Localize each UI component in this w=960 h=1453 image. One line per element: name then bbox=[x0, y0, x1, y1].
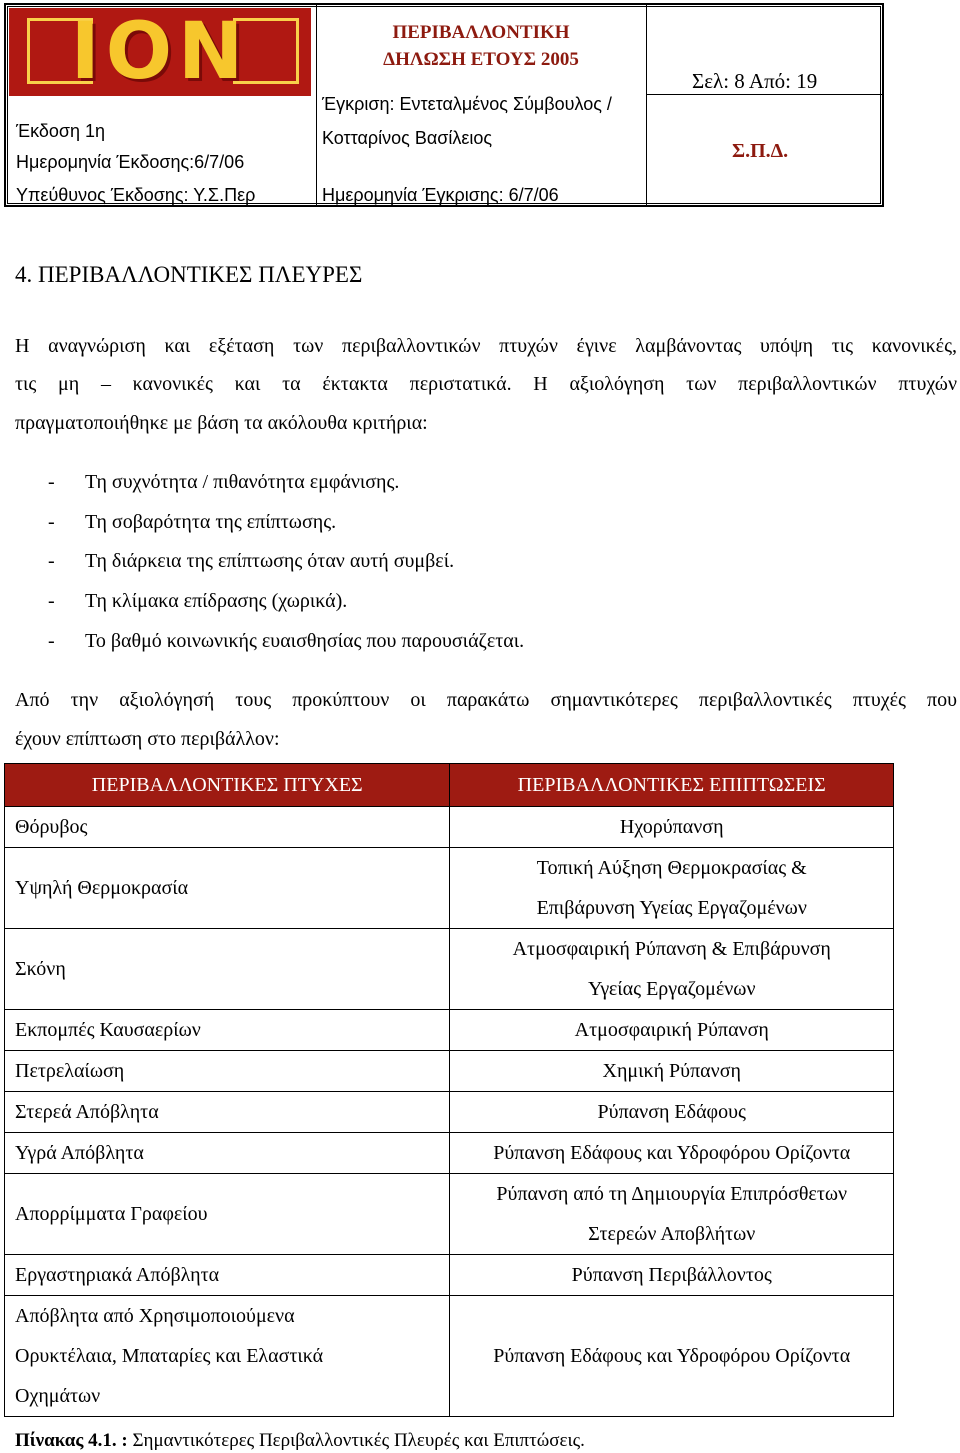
aspect-cell bbox=[5, 929, 450, 1010]
doc-title bbox=[318, 19, 644, 73]
table-row bbox=[5, 1051, 894, 1092]
list-bullet: - bbox=[48, 511, 55, 533]
list-item-text: Το βαθμό κοινωνικής ευαισθησίας που παρουσιάζεται. bbox=[85, 630, 525, 652]
impact-text: Ρύπανση Εδάφους bbox=[597, 1101, 746, 1123]
list-item-text: Τη συχνότητα / πιθανότητα εμφάνισης. bbox=[85, 471, 400, 493]
impact-cell bbox=[450, 1051, 894, 1092]
header-divider bbox=[646, 5, 647, 205]
intro-line-3: πραγματοποιήθηκε με βάση τα ακόλουθα κριτήρια: bbox=[15, 412, 428, 434]
aspects-impacts-table bbox=[4, 763, 894, 1417]
impact-text: Ρύπανση Περιβάλλοντος bbox=[571, 1264, 772, 1286]
issuer: Υπεύθυνος Έκδοσης: Υ.Σ.Περ bbox=[16, 185, 256, 205]
impact-text: Χημική Ρύπανση bbox=[602, 1060, 741, 1082]
list-item-text: Τη διάρκεια της επίπτωσης όταν αυτή συμβεί. bbox=[85, 550, 455, 572]
aspect-text: Σκόνη bbox=[15, 958, 66, 980]
aspect-text: Στερεά Απόβλητα bbox=[15, 1101, 159, 1123]
company-logo bbox=[9, 8, 311, 96]
caption-label: Πίνακας 4.1. : bbox=[15, 1430, 128, 1451]
impact-text: Τοπική Αύξηση Θερμοκρασίας & bbox=[536, 857, 807, 879]
impact-text: Επιβάρυνση Υγείας Εργαζομένων bbox=[536, 897, 807, 919]
aspect-cell bbox=[5, 1174, 450, 1255]
aspect-cell bbox=[5, 807, 450, 848]
impact-text: Στερεών Αποβλήτων bbox=[588, 1223, 756, 1245]
impact-text: Ατμοσφαιρική Ρύπανση bbox=[574, 1019, 769, 1041]
approval-line1: Έγκριση: Εντεταλμένος Σύμβουλος / bbox=[322, 94, 612, 114]
doc-title-line1: ΠΕΡΙΒΑΛΛΟΝΤΙΚΗ bbox=[392, 22, 570, 43]
table-caption bbox=[15, 1430, 585, 1452]
aspect-cell bbox=[5, 1255, 450, 1296]
table-body bbox=[5, 807, 894, 1417]
impact-cell bbox=[450, 1174, 894, 1255]
caption-text: Σημαντικότερες Περιβαλλοντικές Πλευρές και Επιπτώσεις. bbox=[127, 1430, 585, 1451]
table-row bbox=[5, 848, 894, 929]
aspect-text: Απορρίμματα Γραφείου bbox=[15, 1203, 208, 1225]
aspect-text: Απόβλητα από Χρησιμοποιούμενα bbox=[15, 1305, 295, 1327]
intro-line-2: τις μη – κανονικές και τα έκτακτα περιστατικά. Η αξιολόγηση των περιβαλλοντικών πτυχών bbox=[15, 373, 957, 395]
table-row bbox=[5, 1296, 894, 1417]
aspect-cell bbox=[5, 1296, 450, 1417]
approval-date: Ημερομηνία Έγκρισης: 6/7/06 bbox=[322, 185, 559, 205]
list-item-text: Τη κλίμακα επίδρασης (χωρικά). bbox=[85, 590, 348, 612]
outro-line-1: Από την αξιολόγησή τους προκύπτουν οι παρακάτω σημαντικότερες περιβαλλοντικές πτυχές που bbox=[15, 689, 957, 711]
aspect-cell bbox=[5, 1092, 450, 1133]
impact-cell bbox=[450, 848, 894, 929]
impact-cell bbox=[450, 1092, 894, 1133]
table-row bbox=[5, 929, 894, 1010]
table-header-impacts: ΠΕΡΙΒΑΛΛΟΝΤΙΚΕΣ ΕΠΙΠΤΩΣΕΙΣ bbox=[450, 764, 894, 807]
aspect-text: Υψηλή Θερμοκρασία bbox=[15, 877, 189, 899]
aspect-text: Πετρελαίωση bbox=[15, 1060, 125, 1082]
header-divider bbox=[646, 94, 884, 95]
outro-line-2: έχουν επίπτωση στο περιβάλλον: bbox=[15, 728, 280, 750]
table-row bbox=[5, 1092, 894, 1133]
aspect-text: Οχημάτων bbox=[15, 1385, 101, 1407]
logo-text: ION bbox=[70, 8, 250, 96]
table-row bbox=[5, 807, 894, 848]
impact-cell bbox=[450, 1133, 894, 1174]
approval-line2: Κοτταρίνος Βασίλειος bbox=[322, 128, 493, 148]
issue-date: Ημερομηνία Έκδοσης:6/7/06 bbox=[16, 152, 245, 172]
list-bullet: - bbox=[48, 590, 55, 612]
table-row bbox=[5, 1133, 894, 1174]
aspect-text: Υγρά Απόβλητα bbox=[15, 1142, 144, 1164]
impact-cell bbox=[450, 807, 894, 848]
aspect-text: Εργαστηριακά Απόβλητα bbox=[15, 1264, 220, 1286]
impact-cell bbox=[450, 1296, 894, 1417]
impact-text: Ρύπανση Εδάφους και Υδροφόρου Ορίζοντα bbox=[493, 1345, 851, 1367]
aspect-text: Θόρυβος bbox=[15, 816, 88, 838]
aspect-text: Ορυκτέλαια, Μπαταρίες και Ελαστικά bbox=[15, 1345, 324, 1367]
document-header bbox=[4, 3, 884, 207]
table-row bbox=[5, 1255, 894, 1296]
table-header-aspects: ΠΕΡΙΒΑΛΛΟΝΤΙΚΕΣ ΠΤΥΧΕΣ bbox=[5, 764, 450, 807]
intro-line-1: Η αναγνώριση και εξέταση των περιβαλλοντικών πτυχών έγινε λαμβάνοντας υπόψη τις κανονικές, bbox=[15, 335, 957, 357]
doc-title-line2: ΔΗΛΩΣΗ ΕΤΟΥΣ 2005 bbox=[383, 49, 579, 70]
impact-text: Ατμοσφαιρική Ρύπανση & Επιβάρυνση bbox=[512, 938, 831, 960]
aspect-cell bbox=[5, 1133, 450, 1174]
impact-cell bbox=[450, 1255, 894, 1296]
table-header-row bbox=[5, 764, 894, 807]
aspect-cell bbox=[5, 1010, 450, 1051]
impact-cell bbox=[450, 1010, 894, 1051]
list-bullet: - bbox=[48, 630, 55, 652]
sps-label: Σ.Π.Δ. bbox=[732, 140, 789, 162]
aspect-cell bbox=[5, 848, 450, 929]
impact-text: Υγείας Εργαζομένων bbox=[587, 978, 756, 1000]
page-info: Σελ: 8 Από: 19 bbox=[692, 69, 818, 93]
aspect-cell bbox=[5, 1051, 450, 1092]
impact-text: Ηχορύπανση bbox=[619, 816, 724, 838]
aspect-text: Εκπομπές Καυσαερίων bbox=[15, 1019, 201, 1041]
impact-text: Ρύπανση Εδάφους και Υδροφόρου Ορίζοντα bbox=[493, 1142, 851, 1164]
list-bullet: - bbox=[48, 550, 55, 572]
impact-text: Ρύπανση από τη Δημιουργία Επιπρόσθετων bbox=[496, 1183, 848, 1205]
section-title: 4. ΠΕΡΙΒΑΛΛΟΝΤΙΚΕΣ ΠΛΕΥΡΕΣ bbox=[15, 262, 363, 287]
table-row bbox=[5, 1010, 894, 1051]
list-item-text: Τη σοβαρότητα της επίπτωσης. bbox=[85, 511, 337, 533]
edition: Έκδοση 1η bbox=[16, 121, 106, 141]
list-bullet: - bbox=[48, 471, 55, 493]
table-row bbox=[5, 1174, 894, 1255]
header-divider bbox=[316, 5, 317, 205]
impact-cell bbox=[450, 929, 894, 1010]
